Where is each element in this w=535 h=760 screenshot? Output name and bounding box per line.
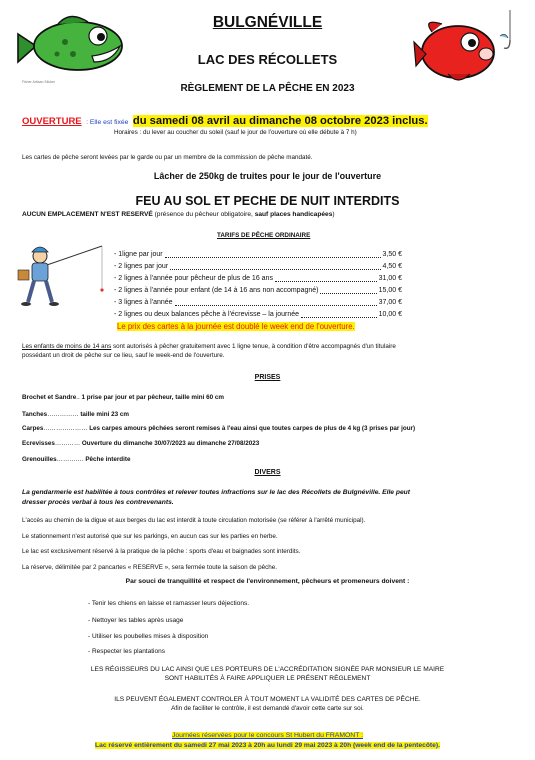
tarif-label: - 3 lignes à l'année bbox=[114, 298, 173, 306]
lake-title: LAC DES RÉCOLLETS bbox=[197, 52, 338, 67]
controle-line1: ILS PEUVENT ÉGALEMENT CONTROLER À TOUT MOMENT LA VALIDITÉ DES CARTES DE PÊCHE. bbox=[114, 696, 421, 703]
divers-bullet: - Tenir les chiens en laisse et ramasser leurs déjections. bbox=[88, 600, 250, 607]
prise-name: Brochet et Sandre bbox=[22, 394, 77, 401]
prise-text: taille mini 23 cm bbox=[80, 411, 129, 418]
enfants-line1 bbox=[22, 343, 396, 350]
emplacement-rest: (présence du pêcheur obligatoire, bbox=[152, 211, 255, 218]
tarif-price: 15,00 € bbox=[378, 286, 402, 294]
enfants-underlined: Les enfants de moins de 14 ans bbox=[22, 343, 112, 350]
controle-line2: Afin de faciliter le contrôle, il est demandé d'avoir cette carte sur soi. bbox=[171, 705, 364, 712]
prise-sep: ………… bbox=[54, 440, 81, 447]
ouverture-hours: Horaires : du lever au coucher du soleil (sauf le jour de l'ouverture où elle débute à 7 h) bbox=[114, 129, 357, 136]
divers-bullet: - Utiliser les poubelles mises à disposition bbox=[88, 633, 209, 640]
tarif-price: 10,00 € bbox=[378, 311, 402, 319]
prise-sep: .. bbox=[76, 394, 80, 401]
tarif-label: - 1ligne par jour bbox=[114, 250, 163, 258]
tarif-row bbox=[114, 308, 402, 320]
divers-line: Le lac est exclusivement réservé à la pratique de la pêche : sports d'eau et baignades sont interdits. bbox=[22, 548, 301, 555]
tarif-price: 3,50 € bbox=[382, 250, 402, 258]
divers-title: DIVERS bbox=[254, 469, 281, 476]
emplacement-line bbox=[22, 211, 335, 218]
tarif-row bbox=[114, 272, 402, 284]
double-price-note: Le prix des cartes à la journée est doublé le week end de l'ouverture. bbox=[117, 322, 355, 331]
tarif-label: - 2 lignes par jour bbox=[114, 262, 169, 270]
fish-caption: Fisher Artisan Sticker bbox=[22, 80, 56, 84]
divers-line: Le stationnement n'est autorisé que sur les parkings, en aucun cas sur les parties en herbe. bbox=[22, 533, 278, 540]
enfants-line2: possédant un droit de pêche sur ce lieu, sauf le week-end de l'ouverture. bbox=[22, 352, 225, 359]
prise-name: Tanches bbox=[22, 411, 48, 418]
journees-block-2 bbox=[0, 734, 535, 752]
emplacement-handicap: sauf places handicapées bbox=[254, 211, 333, 218]
enfants-text: sont autorisés à pêcher gratuitement avec 1 ligne tenue, à condition d'être accompagnés d'un titulaire bbox=[111, 343, 396, 350]
tarif-price: 37,00 € bbox=[378, 298, 402, 306]
tarif-price: 4,50 € bbox=[382, 262, 402, 270]
tarif-row bbox=[114, 284, 402, 296]
ouverture-line bbox=[22, 111, 428, 129]
regisseurs-line1: LES RÉGISSEURS DU LAC AINSI QUE LES PORTEURS DE L'ACCRÉDITATION SIGNÉE PAR MONSIEUR LE MAIRE bbox=[90, 666, 445, 673]
divers-bullet: - Respecter les plantations bbox=[88, 648, 165, 655]
regulation-title: RÈGLEMENT DE LA PÊCHE EN 2023 bbox=[180, 83, 355, 94]
fisherman-illustration bbox=[14, 240, 106, 312]
prise-name: Ecrevisses bbox=[22, 440, 55, 447]
tarif-price: 31,00 € bbox=[378, 274, 402, 282]
souci-line: Par souci de tranquillité et respect de l'environnement, pêcheurs et promeneurs doivent : bbox=[125, 578, 410, 585]
tarif-label: - 2 lignes à l'année pour enfant (de 14 à 16 ans non accompagné) bbox=[114, 286, 319, 294]
prise-sep: ………………… bbox=[43, 425, 88, 432]
journees-line2: Lac réservé entièrement du samedi 27 mai 2023 à 20h au lundi 29 mai 2023 à 20h (week end de la pentecôte). bbox=[95, 742, 440, 749]
prise-text: Ouverture du dimanche 30/07/2023 au dimanche 27/08/2023 bbox=[81, 440, 260, 447]
prise-name: Grenouilles bbox=[22, 456, 57, 463]
ouverture-label: OUVERTURE bbox=[22, 116, 82, 127]
prise-row bbox=[22, 394, 224, 401]
tarifs-list bbox=[114, 248, 402, 321]
journees-line1: Journées réservées pour le concours St Hubert du FRAMONT : bbox=[171, 732, 364, 739]
prise-text: Les carpes amours pêchées seront remises à l'eau ainsi que toutes carpes de plus de 4 kg (3 prises par jour) bbox=[89, 425, 416, 432]
tarif-label: - 2 lignes à l'année pour pêcheur de plus de 16 ans bbox=[114, 274, 273, 282]
tarifs-title: TARIFS DE PÊCHE ORDINAIRE bbox=[217, 232, 311, 239]
prise-row bbox=[22, 411, 129, 418]
ouverture-dates: du samedi 08 avril au dimanche 08 octobre 2023 inclus. bbox=[132, 115, 428, 127]
prise-sep: …………. bbox=[56, 456, 84, 463]
divers-line: La réserve, délimitée par 2 pancartes « RESERVE », sera fermée toute la saison de pêche. bbox=[22, 564, 278, 571]
prise-text: 1 prise par jour et par pêcheur, taille mini 60 cm bbox=[81, 394, 224, 401]
emplacement-end: ) bbox=[332, 211, 335, 218]
tarif-label: - 2 lignes ou deux balances pêche à l'écrevisse – la journée bbox=[114, 311, 300, 319]
prises-title: PRISES bbox=[254, 374, 281, 381]
divers-line: L'accès au chemin de la digue et aux berges du lac est interdit à toute circulation motorisée (se référer à l'arrêté municipal). bbox=[22, 517, 366, 524]
ouverture-fixed: : Elle est fixée bbox=[86, 119, 129, 126]
gendarmerie-line2: dresser procès verbal à tous les contrevenants. bbox=[22, 499, 174, 506]
prise-row bbox=[22, 456, 131, 463]
lacher-truites: Lâcher de 250kg de truites pour le jour de l'ouverture bbox=[153, 171, 382, 181]
gendarmerie-line1: La gendarmerie est habilitée à tous contrôles et relever toutes infractions sur le lac des Récollets de Bulgnéville. Elle peut bbox=[22, 489, 410, 496]
town-title: BULGNÉVILLE bbox=[212, 14, 323, 31]
tarif-row bbox=[114, 248, 402, 260]
prise-row bbox=[22, 425, 415, 432]
tarif-row bbox=[114, 296, 402, 308]
prise-row bbox=[22, 440, 259, 447]
regisseurs-line2: SONT HABILITÉS À FAIRE APPLIQUER LE PRÉSENT RÈGLEMENT bbox=[164, 675, 371, 682]
prise-sep: …………… bbox=[47, 411, 79, 418]
divers-bullet: - Nettoyer les tables après usage bbox=[88, 617, 184, 624]
feu-interdit: FEU AU SOL ET PECHE DE NUIT INTERDITS bbox=[135, 194, 400, 208]
tarif-row bbox=[114, 260, 402, 272]
cards-note: Les cartes de pêche seront levées par le garde ou par un membre de la commission de pêche mandaté. bbox=[22, 154, 313, 161]
prise-name: Carpes bbox=[22, 425, 44, 432]
prise-text: Pêche interdite bbox=[85, 456, 131, 463]
emplacement-bold: AUCUN EMPLACEMENT N'EST RESERVÉ bbox=[22, 211, 153, 218]
